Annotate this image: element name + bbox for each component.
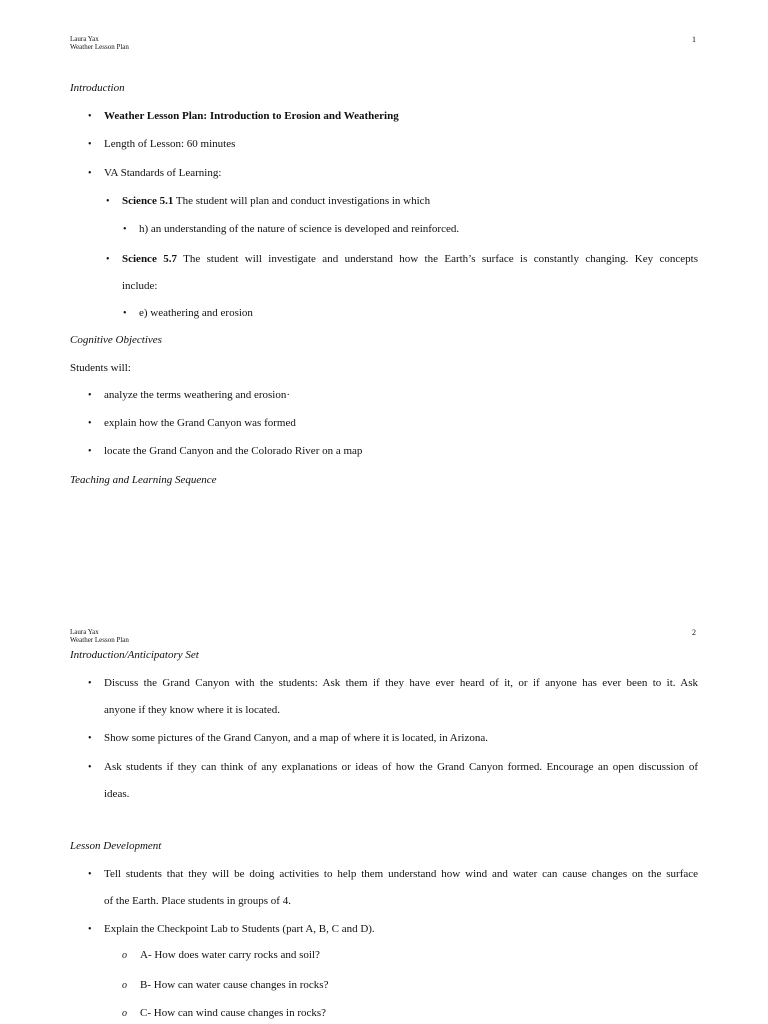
lesson-title: Weather Lesson Plan: Introduction to Erosion and Weathering [104, 110, 399, 122]
bullet-icon: • [88, 924, 92, 935]
anticipatory-heading: Introduction/Anticipatory Set [70, 649, 199, 661]
development-item: Tell students that they will be doing activities to help them understand how wind and water can cause changes on the surface [104, 868, 698, 880]
page-number: 2 [692, 628, 696, 637]
bullet-icon: • [88, 678, 92, 689]
standard-sub: h) an understanding of the nature of science is developed and reinforced. [139, 223, 460, 235]
circle-bullet-icon: o [122, 1008, 127, 1019]
bullet-icon: • [88, 762, 92, 773]
objective-item: locate the Grand Canyon and the Colorado River on a map [104, 445, 363, 457]
bullet-icon: • [88, 390, 92, 401]
lab-part-item: A- How does water carry rocks and soil? [140, 949, 320, 961]
bullet-icon: • [88, 139, 92, 150]
bullet-icon: • [88, 111, 92, 122]
standard-text-continued: include: [122, 280, 158, 292]
lab-part-item: B- How can water cause changes in rocks? [140, 979, 329, 991]
standard-sub: e) weathering and erosion [139, 307, 253, 319]
objective-item: explain how the Grand Canyon was formed [104, 417, 296, 429]
bullet-icon: • [106, 254, 110, 265]
anticipatory-item-cont: ideas. [104, 788, 130, 800]
bullet-icon: • [106, 196, 110, 207]
bullet-icon: • [88, 446, 92, 457]
anticipatory-item: Ask students if they can think of any explanations or ideas of how the Grand Canyon formed. Encourage an open discussion of [104, 761, 698, 773]
standard-code: Science 5.1 [122, 195, 174, 207]
lesson-length: Length of Lesson: 60 minutes [104, 138, 236, 150]
standard-text: The student will investigate and understand how the Earth’s surface is constantly changing. Key concepts [183, 253, 698, 265]
cognitive-heading: Cognitive Objectives [70, 334, 162, 346]
bullet-icon: • [123, 224, 127, 235]
bullet-icon: • [123, 308, 127, 319]
students-will: Students will: [70, 362, 131, 374]
development-item: Explain the Checkpoint Lab to Students (part A, B, C and D). [104, 923, 375, 935]
objective-item: analyze the terms weathering and erosion· [104, 389, 291, 401]
header-title: Weather Lesson Plan [70, 636, 129, 644]
bullet-icon: • [88, 168, 92, 179]
bullet-icon: • [88, 418, 92, 429]
anticipatory-item: Show some pictures of the Grand Canyon, and a map of where it is located, in Arizona. [104, 732, 488, 744]
page-number: 1 [692, 35, 696, 44]
circle-bullet-icon: o [122, 980, 127, 991]
bullet-icon: • [88, 733, 92, 744]
standard-5-7 [122, 253, 698, 265]
anticipatory-item: Discuss the Grand Canyon with the students: Ask them if they have ever heard of it, or if anyone has ever been to it. Ask [104, 677, 698, 689]
anticipatory-item-cont: anyone if they know where it is located. [104, 704, 280, 716]
header-author: Laura Yax [70, 35, 99, 43]
standard-code: Science 5.7 [122, 253, 177, 265]
circle-bullet-icon: o [122, 950, 127, 961]
introduction-heading: Introduction [70, 82, 125, 94]
header-title: Weather Lesson Plan [70, 43, 129, 51]
development-item-cont: of the Earth. Place students in groups of 4. [104, 895, 291, 907]
teaching-heading: Teaching and Learning Sequence [70, 474, 217, 486]
development-heading: Lesson Development [70, 840, 162, 852]
header-author: Laura Yax [70, 628, 99, 636]
standards-label: VA Standards of Learning: [104, 167, 222, 179]
standard-5-1 [122, 195, 430, 207]
lab-part-item: C- How can wind cause changes in rocks? [140, 1007, 327, 1019]
bullet-icon: • [88, 869, 92, 880]
standard-text: The student will plan and conduct investigations in which [175, 195, 431, 207]
